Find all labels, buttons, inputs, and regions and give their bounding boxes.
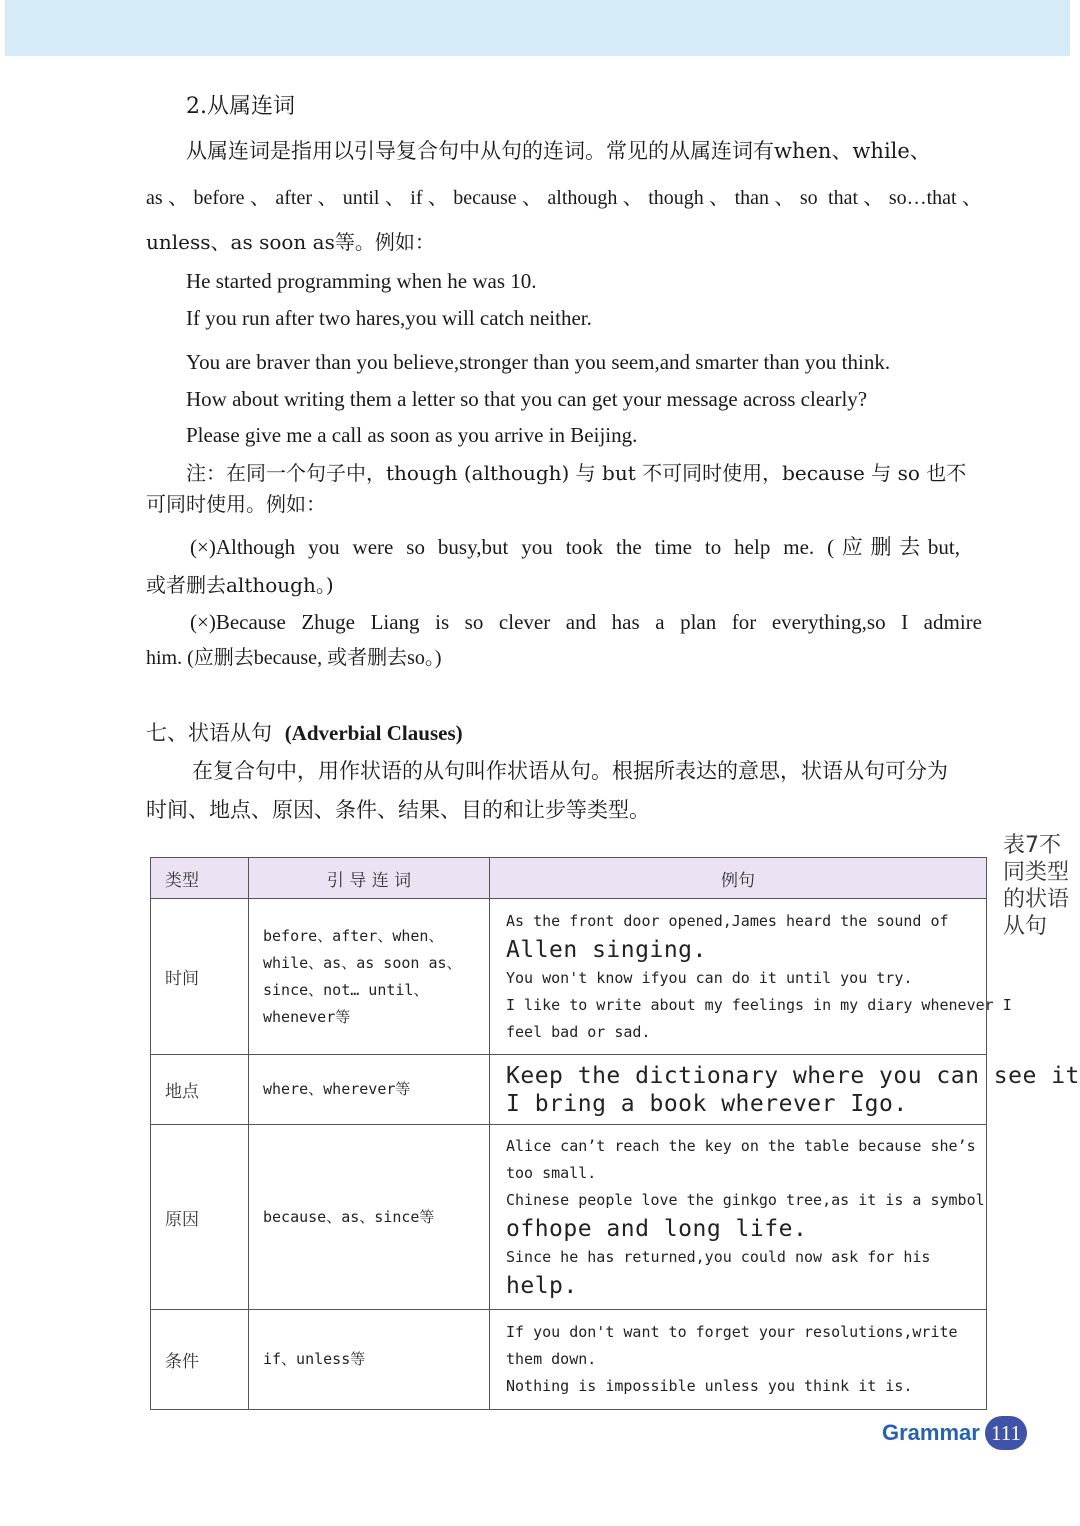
section-heading-adverbial — [146, 720, 463, 746]
note-line-2: 可同时使用。例如： — [146, 492, 326, 516]
conjunction-line: because、as、since等 — [263, 1207, 435, 1226]
example-sentence-1: He started programming when he was 10. — [186, 269, 537, 293]
example-sentence-2: If you run after two hares,you will catch neither. — [186, 306, 592, 330]
conjunction-line: before、after、when、 — [263, 926, 444, 945]
footer-grammar-label: Grammar — [882, 1420, 980, 1445]
type-cell: 时间 — [151, 899, 249, 1055]
conjunction-line: while、as、as soon as、 — [263, 953, 462, 972]
conjunction-line: where、wherever等 — [263, 1080, 411, 1098]
wrong-example-2-line-2: him. (应删去because, 或者删去so。) — [146, 647, 442, 669]
wrong-example-2-line-1: (×)Because Zhuge Liang is so clever and has a plan for everything,so I admire — [190, 610, 982, 634]
example-line: As the front door opened,James heard the sound of — [506, 911, 949, 930]
example-line: feel bad or sad. — [506, 1022, 651, 1041]
section-heading-conjunctions: 2.从属连词 — [186, 94, 295, 119]
note-line-1: 注：在同一个句子中，though (although) 与 but 不可同时使用，because 与 so 也不 — [186, 461, 967, 485]
table-caption: 表7不同类型的状语从句 — [1003, 833, 1070, 939]
adverbial-intro-line-2: 时间、地点、原因、条件、结果、目的和让步等类型。 — [146, 798, 650, 822]
section-heading-en: (Adverbial Clauses) — [284, 721, 463, 745]
conjunction-cell — [249, 1055, 490, 1125]
header-conjunctions: 引 导 连 词 — [249, 858, 490, 899]
conjunction-line: if、unless等 — [263, 1350, 366, 1368]
example-line: Keep the dictionary where you can see it — [506, 1062, 1080, 1089]
wrong-example-1-line-2: 或者删去although。) — [146, 573, 334, 597]
adverbial-intro-line-1: 在复合句中，用作状语的从句叫作状语从句。根据所表达的意思，状语从句可分为 — [192, 759, 948, 783]
conjunction-cell — [249, 1310, 490, 1410]
header-type: 类型 — [151, 858, 249, 899]
table-row-place — [151, 1055, 987, 1125]
example-cell — [490, 899, 1012, 1055]
header-examples: 例句 — [490, 858, 987, 899]
conjunction-line: whenever等 — [263, 1007, 351, 1026]
example-sentence-3: You are braver than you believe,stronger than you seem,and smarter than you think. — [186, 350, 891, 374]
table-row-condition — [151, 1310, 987, 1410]
example-line: help. — [506, 1273, 578, 1299]
type-cell: 条件 — [151, 1310, 249, 1410]
wrong-example-1-line-1: (×)Although you were so busy,but you took the time to help me. (应删去but, — [190, 535, 960, 559]
type-cell: 地点 — [151, 1055, 249, 1125]
conjunction-cell — [249, 1125, 490, 1310]
type-cell: 原因 — [151, 1125, 249, 1310]
section-heading-cn: 七、状语从句 — [146, 721, 272, 745]
table-row-time — [151, 899, 987, 1055]
example-line: Nothing is impossible unless you think it is. — [506, 1377, 913, 1395]
table-row-reason — [151, 1125, 987, 1310]
example-line: Allen singing. — [506, 936, 707, 963]
example-cell — [490, 1125, 987, 1310]
page-number-badge: 111 — [985, 1416, 1027, 1450]
example-line: too small. — [506, 1164, 597, 1182]
example-line: I like to write about my feelings in my diary whenever I — [506, 995, 1012, 1014]
example-cell — [490, 1310, 987, 1410]
conjunction-line: since、not… until、 — [263, 980, 429, 999]
example-line: Chinese people love the ginkgo tree,as it is a symbol — [506, 1191, 985, 1209]
example-line: Since he has returned,you could now ask for his — [506, 1248, 931, 1266]
example-line: You won't know ifyou can do it until you try. — [506, 968, 913, 987]
intro-line-3: unless、as soon as等。例如： — [146, 230, 435, 254]
example-line: If you don't want to forget your resolutions,write — [506, 1323, 958, 1341]
example-line: them down. — [506, 1350, 597, 1368]
intro-line-1: 从属连词是指用以引导复合句中从句的连词。常见的从属连词有when、while、 — [186, 139, 931, 163]
table-header-row — [151, 858, 987, 899]
intro-line-2: as、before、after、until、if、because、although、though、than、so that、so…that、 — [146, 187, 982, 209]
example-line: I bring a book wherever Igo. — [506, 1090, 908, 1117]
conjunction-cell — [249, 899, 490, 1055]
example-line: ofhope and long life. — [506, 1216, 808, 1242]
example-line: Alice can’t reach the key on the table because she’s — [506, 1137, 976, 1155]
header-band — [5, 0, 1070, 56]
example-sentence-4: How about writing them a letter so that you can get your message across clearly? — [186, 387, 868, 411]
example-sentence-5: Please give me a call as soon as you arrive in Beijing. — [186, 423, 638, 447]
example-cell — [490, 1055, 1080, 1125]
